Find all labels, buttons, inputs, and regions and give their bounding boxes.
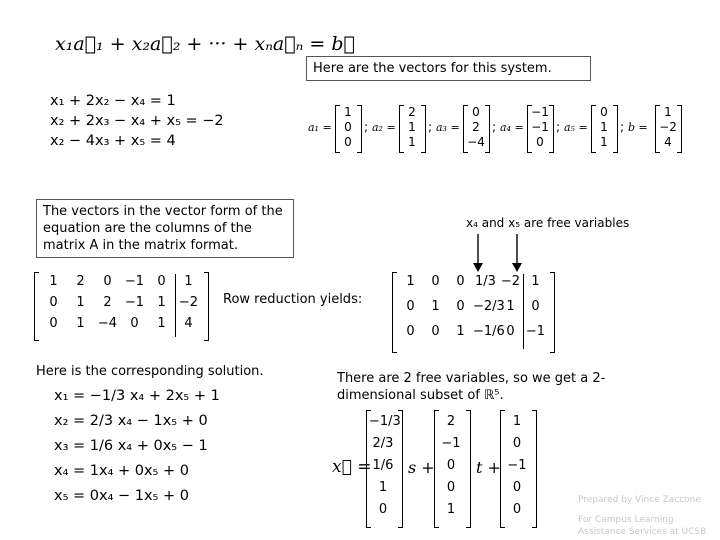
augment-line (523, 274, 524, 349)
matrix-entry: 0 (506, 324, 515, 339)
vector-entry: 1 (600, 120, 608, 134)
matrix-entry: 0 (157, 274, 166, 289)
t-vector-entry: −1 (441, 436, 461, 451)
arrow-x5-head (512, 263, 522, 272)
matrix-entry: −2 (178, 295, 199, 310)
t-vector-entry: 0 (446, 480, 456, 495)
vectors-caption: Here are the vectors for this system. (306, 56, 591, 81)
matrix-entry: −1 (124, 295, 145, 310)
vector-separator: ; (620, 120, 625, 134)
solution-line-1: x₁ = −1/3 x₄ + 2x₅ + 1 (54, 388, 220, 404)
matrix-entry: 1 (157, 316, 166, 331)
solution-caption: Here is the corresponding solution. (36, 364, 264, 379)
constant-vector-entry: −1 (507, 458, 527, 473)
solution-line-2: x₂ = 2/3 x₄ − 1x₅ + 0 (54, 413, 208, 429)
free-variables-caption: x₄ and x₅ are free variables (466, 216, 630, 230)
vector-entry: −1 (531, 120, 549, 134)
t-parameter: t + (476, 458, 501, 477)
solution-system (54, 386, 220, 511)
s-vector-entry: 1 (378, 480, 388, 495)
s-vector-entry: 0 (378, 502, 388, 517)
matrix-entry: 0 (431, 324, 440, 339)
vector-bracket-right (613, 105, 618, 153)
vector-entry: 0 (344, 120, 352, 134)
row-reduction-label: Row reduction yields: (223, 292, 363, 307)
matrix-entry: 1 (49, 274, 58, 289)
vector-entry: −2 (659, 120, 677, 134)
vector-entry: 4 (664, 135, 672, 149)
matrix-entry: 1 (76, 316, 85, 331)
footer-affiliation: For Campus Learning Assistance Services at UCSB (578, 515, 707, 537)
t-vector-entry: 0 (446, 458, 456, 473)
matrix-entry: −1 (124, 274, 145, 289)
matrix-entry: 2 (103, 295, 112, 310)
matrix-entry: −1 (525, 324, 546, 339)
matrix-entry: 0 (49, 316, 58, 331)
free-variables-statement: There are 2 free variables, so we get a 2-dimensional subset of ℝ⁵. (337, 371, 606, 403)
matrix-entry: −1/6 (473, 324, 505, 339)
solution-line-4: x₄ = 1x₄ + 0x₅ + 0 (54, 463, 189, 479)
matrix-entry: 1/3 (475, 274, 496, 289)
vector-entry: 1 (600, 135, 608, 149)
matrix-entry: 4 (184, 316, 193, 331)
vector-entry: 2 (472, 120, 480, 134)
vector-entry: −4 (467, 135, 485, 149)
system-equation-2: x₂ + 2x₃ − x₄ + x₅ = −2 (50, 113, 224, 129)
matrix-entry: 0 (49, 295, 58, 310)
constant-vector-entry: 0 (512, 502, 522, 517)
system-equation-1: x₁ + 2x₂ − x₄ = 1 (50, 93, 176, 109)
matrix-entry: −2/3 (473, 299, 505, 314)
matrix-entry: 0 (456, 299, 465, 314)
vector-separator: ; (428, 120, 433, 134)
matrix-entry: 0 (130, 316, 139, 331)
matrix-caption: The vectors in the vector form of the equation are the columns of the matrix A in the matrix format. (36, 199, 294, 258)
matrix-entry: 0 (456, 274, 465, 289)
matrix-entry: −4 (97, 316, 118, 331)
footer-prepared-by: Prepared by Vince Zaccone (578, 495, 701, 505)
vector-bracket-right (677, 105, 682, 153)
column-vectors (308, 105, 688, 157)
matrix-entry: 1 (157, 295, 166, 310)
matrix-entry: 0 (406, 324, 415, 339)
matrix-entry: −2 (500, 274, 521, 289)
matrix-entry: 0 (531, 299, 540, 314)
constant-vector-entry: 0 (512, 436, 522, 451)
matrix-entry: 1 (506, 299, 515, 314)
augmented-matrix (34, 272, 206, 338)
vector-entry: 1 (344, 105, 352, 119)
solution-vector-symbol: x⃗ = (332, 457, 372, 477)
constant-vector-entry: 0 (512, 480, 522, 495)
vector-separator: ; (556, 120, 561, 134)
matrix-bracket-right (550, 272, 555, 353)
matrix-entry: 1 (184, 274, 193, 289)
linear-system (50, 91, 224, 151)
matrix-entry: 1 (76, 295, 85, 310)
parametric-solution (330, 410, 570, 530)
matrix-bracket-left (392, 272, 397, 353)
vector-bracket-right (549, 105, 554, 153)
vector-label: a₅ = (564, 121, 588, 134)
s-vector-bracket-right (398, 410, 403, 528)
constant-vector-bracket-right (532, 410, 537, 528)
arrow-x4-head (473, 263, 483, 272)
t-vector-entry: 1 (446, 502, 456, 517)
vector-entry: 1 (664, 105, 672, 119)
vector-separator: ; (364, 120, 369, 134)
s-vector-entry: 2/3 (372, 436, 394, 451)
matrix-entry: 1 (431, 299, 440, 314)
s-parameter: s + (408, 458, 435, 477)
s-vector-entry: −1/3 (369, 414, 401, 429)
s-vector-entry: 1/6 (372, 458, 394, 473)
vector-entry: 0 (344, 135, 352, 149)
vector-label: a₄ = (500, 121, 524, 134)
vector-bracket-right (357, 105, 362, 153)
augment-line (175, 274, 176, 337)
vector-entry: −1 (531, 105, 549, 119)
vector-label: a₂ = (372, 121, 396, 134)
vector-entry: 1 (408, 135, 416, 149)
constant-vector-entry: 1 (512, 414, 522, 429)
vector-label: b = (628, 121, 648, 134)
matrix-entry: 0 (103, 274, 112, 289)
vector-separator: ; (492, 120, 497, 134)
vector-entry: 1 (408, 120, 416, 134)
free-variable-arrows (430, 232, 550, 274)
vector-entry: 0 (472, 105, 480, 119)
vector-entry: 0 (536, 135, 544, 149)
solution-line-3: x₃ = 1/6 x₄ + 0x₅ − 1 (54, 438, 208, 454)
reduced-matrix (392, 272, 560, 352)
t-vector-entry: 2 (446, 414, 456, 429)
t-vector-bracket-right (466, 410, 471, 528)
matrix-entry: 2 (76, 274, 85, 289)
solution-line-5: x₅ = 0x₄ − 1x₅ + 0 (54, 488, 189, 504)
vector-label: a₁ = (308, 121, 332, 134)
matrix-entry: 1 (531, 274, 540, 289)
matrix-bracket-right (204, 272, 209, 341)
vector-entry: 0 (600, 105, 608, 119)
vector-bracket-right (421, 105, 426, 153)
matrix-entry: 0 (406, 299, 415, 314)
vector-equation: x₁a⃗₁ + x₂a⃗₂ + ··· + xₙa⃗ₙ = b⃗ (55, 33, 355, 55)
matrix-entry: 1 (406, 274, 415, 289)
vector-entry: 2 (408, 105, 416, 119)
matrix-entry: 1 (456, 324, 465, 339)
system-equation-3: x₂ − 4x₃ + x₅ = 4 (50, 133, 176, 149)
vector-label: a₃ = (436, 121, 460, 134)
vector-bracket-right (485, 105, 490, 153)
matrix-bracket-left (34, 272, 39, 341)
matrix-entry: 0 (431, 274, 440, 289)
